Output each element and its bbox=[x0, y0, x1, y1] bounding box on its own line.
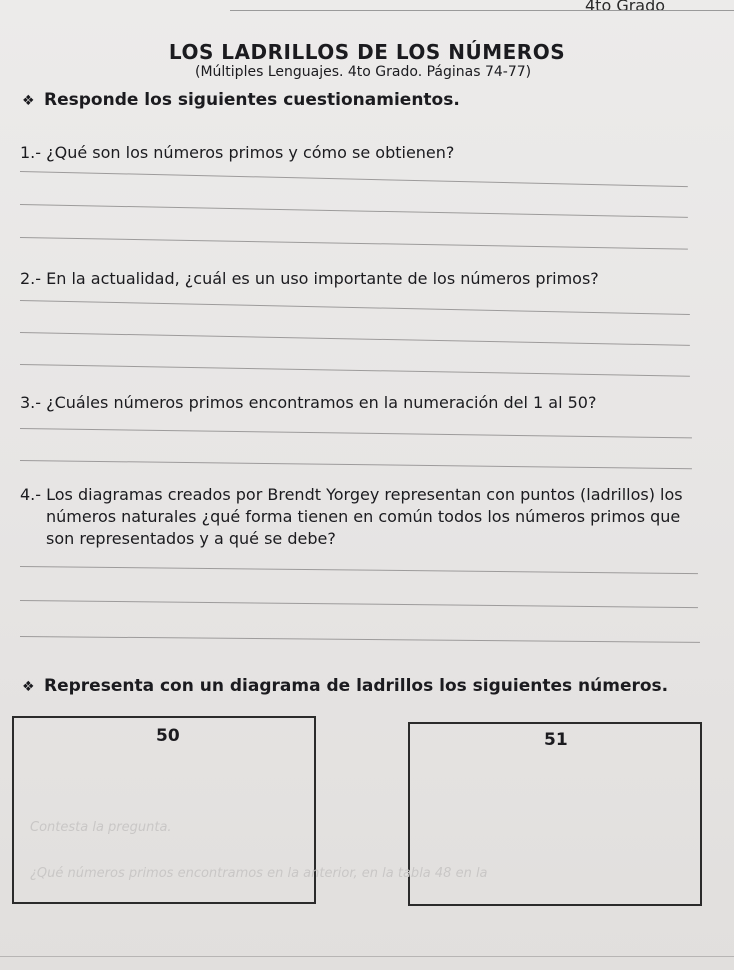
answer-line[interactable] bbox=[20, 364, 690, 377]
answer-line[interactable] bbox=[20, 300, 690, 315]
answer-line[interactable] bbox=[20, 237, 688, 250]
answer-line[interactable] bbox=[20, 428, 692, 438]
answer-line[interactable] bbox=[20, 332, 690, 346]
box-number-51: 51 bbox=[544, 730, 568, 750]
answer-line[interactable] bbox=[20, 636, 700, 643]
show-through-text: Contesta la pregunta. bbox=[30, 820, 172, 835]
question-3: 3.- ¿Cuáles números primos encontramos en la numeración del 1 al 50? bbox=[20, 393, 597, 412]
box-number-50: 50 bbox=[156, 726, 180, 746]
answer-line[interactable] bbox=[20, 566, 698, 574]
section-representa-label: Representa con un diagrama de ladrillos los siguientes números. bbox=[44, 676, 669, 696]
answer-line[interactable] bbox=[20, 171, 688, 187]
answer-line[interactable] bbox=[20, 460, 692, 469]
question-4-line-2: números naturales ¿qué forma tienen en común todos los números primos que bbox=[46, 507, 681, 526]
question-2: 2.- En la actualidad, ¿cuál es un uso importante de los números primos? bbox=[20, 269, 599, 288]
answer-line[interactable] bbox=[20, 204, 688, 218]
answer-line[interactable] bbox=[20, 600, 698, 608]
question-4-line-3: son representados y a qué se debe? bbox=[46, 529, 336, 548]
section-responde bbox=[22, 90, 460, 110]
diamond-bullet-icon: ❖ bbox=[22, 679, 35, 695]
page-subtitle: (Múltiples Lenguajes. 4to Grado. Páginas 74-77) bbox=[195, 64, 532, 80]
section-responde-label: Responde los siguientes cuestionamientos. bbox=[44, 90, 460, 110]
top-rule bbox=[230, 10, 734, 11]
bottom-rule bbox=[0, 956, 734, 957]
question-4-line-1: 4.- Los diagramas creados por Brendt Yorgey representan con puntos (ladrillos) los bbox=[20, 485, 683, 504]
section-representa bbox=[22, 676, 668, 696]
grade-label: 4to Grado bbox=[585, 0, 666, 15]
page-title: LOS LADRILLOS DE LOS NÚMEROS bbox=[168, 40, 566, 64]
question-1: 1.- ¿Qué son los números primos y cómo se obtienen? bbox=[20, 143, 455, 162]
diamond-bullet-icon: ❖ bbox=[22, 93, 35, 109]
show-through-text: ¿Qué números primos encontramos en la anterior, en la tabla 48 en la bbox=[30, 866, 488, 881]
